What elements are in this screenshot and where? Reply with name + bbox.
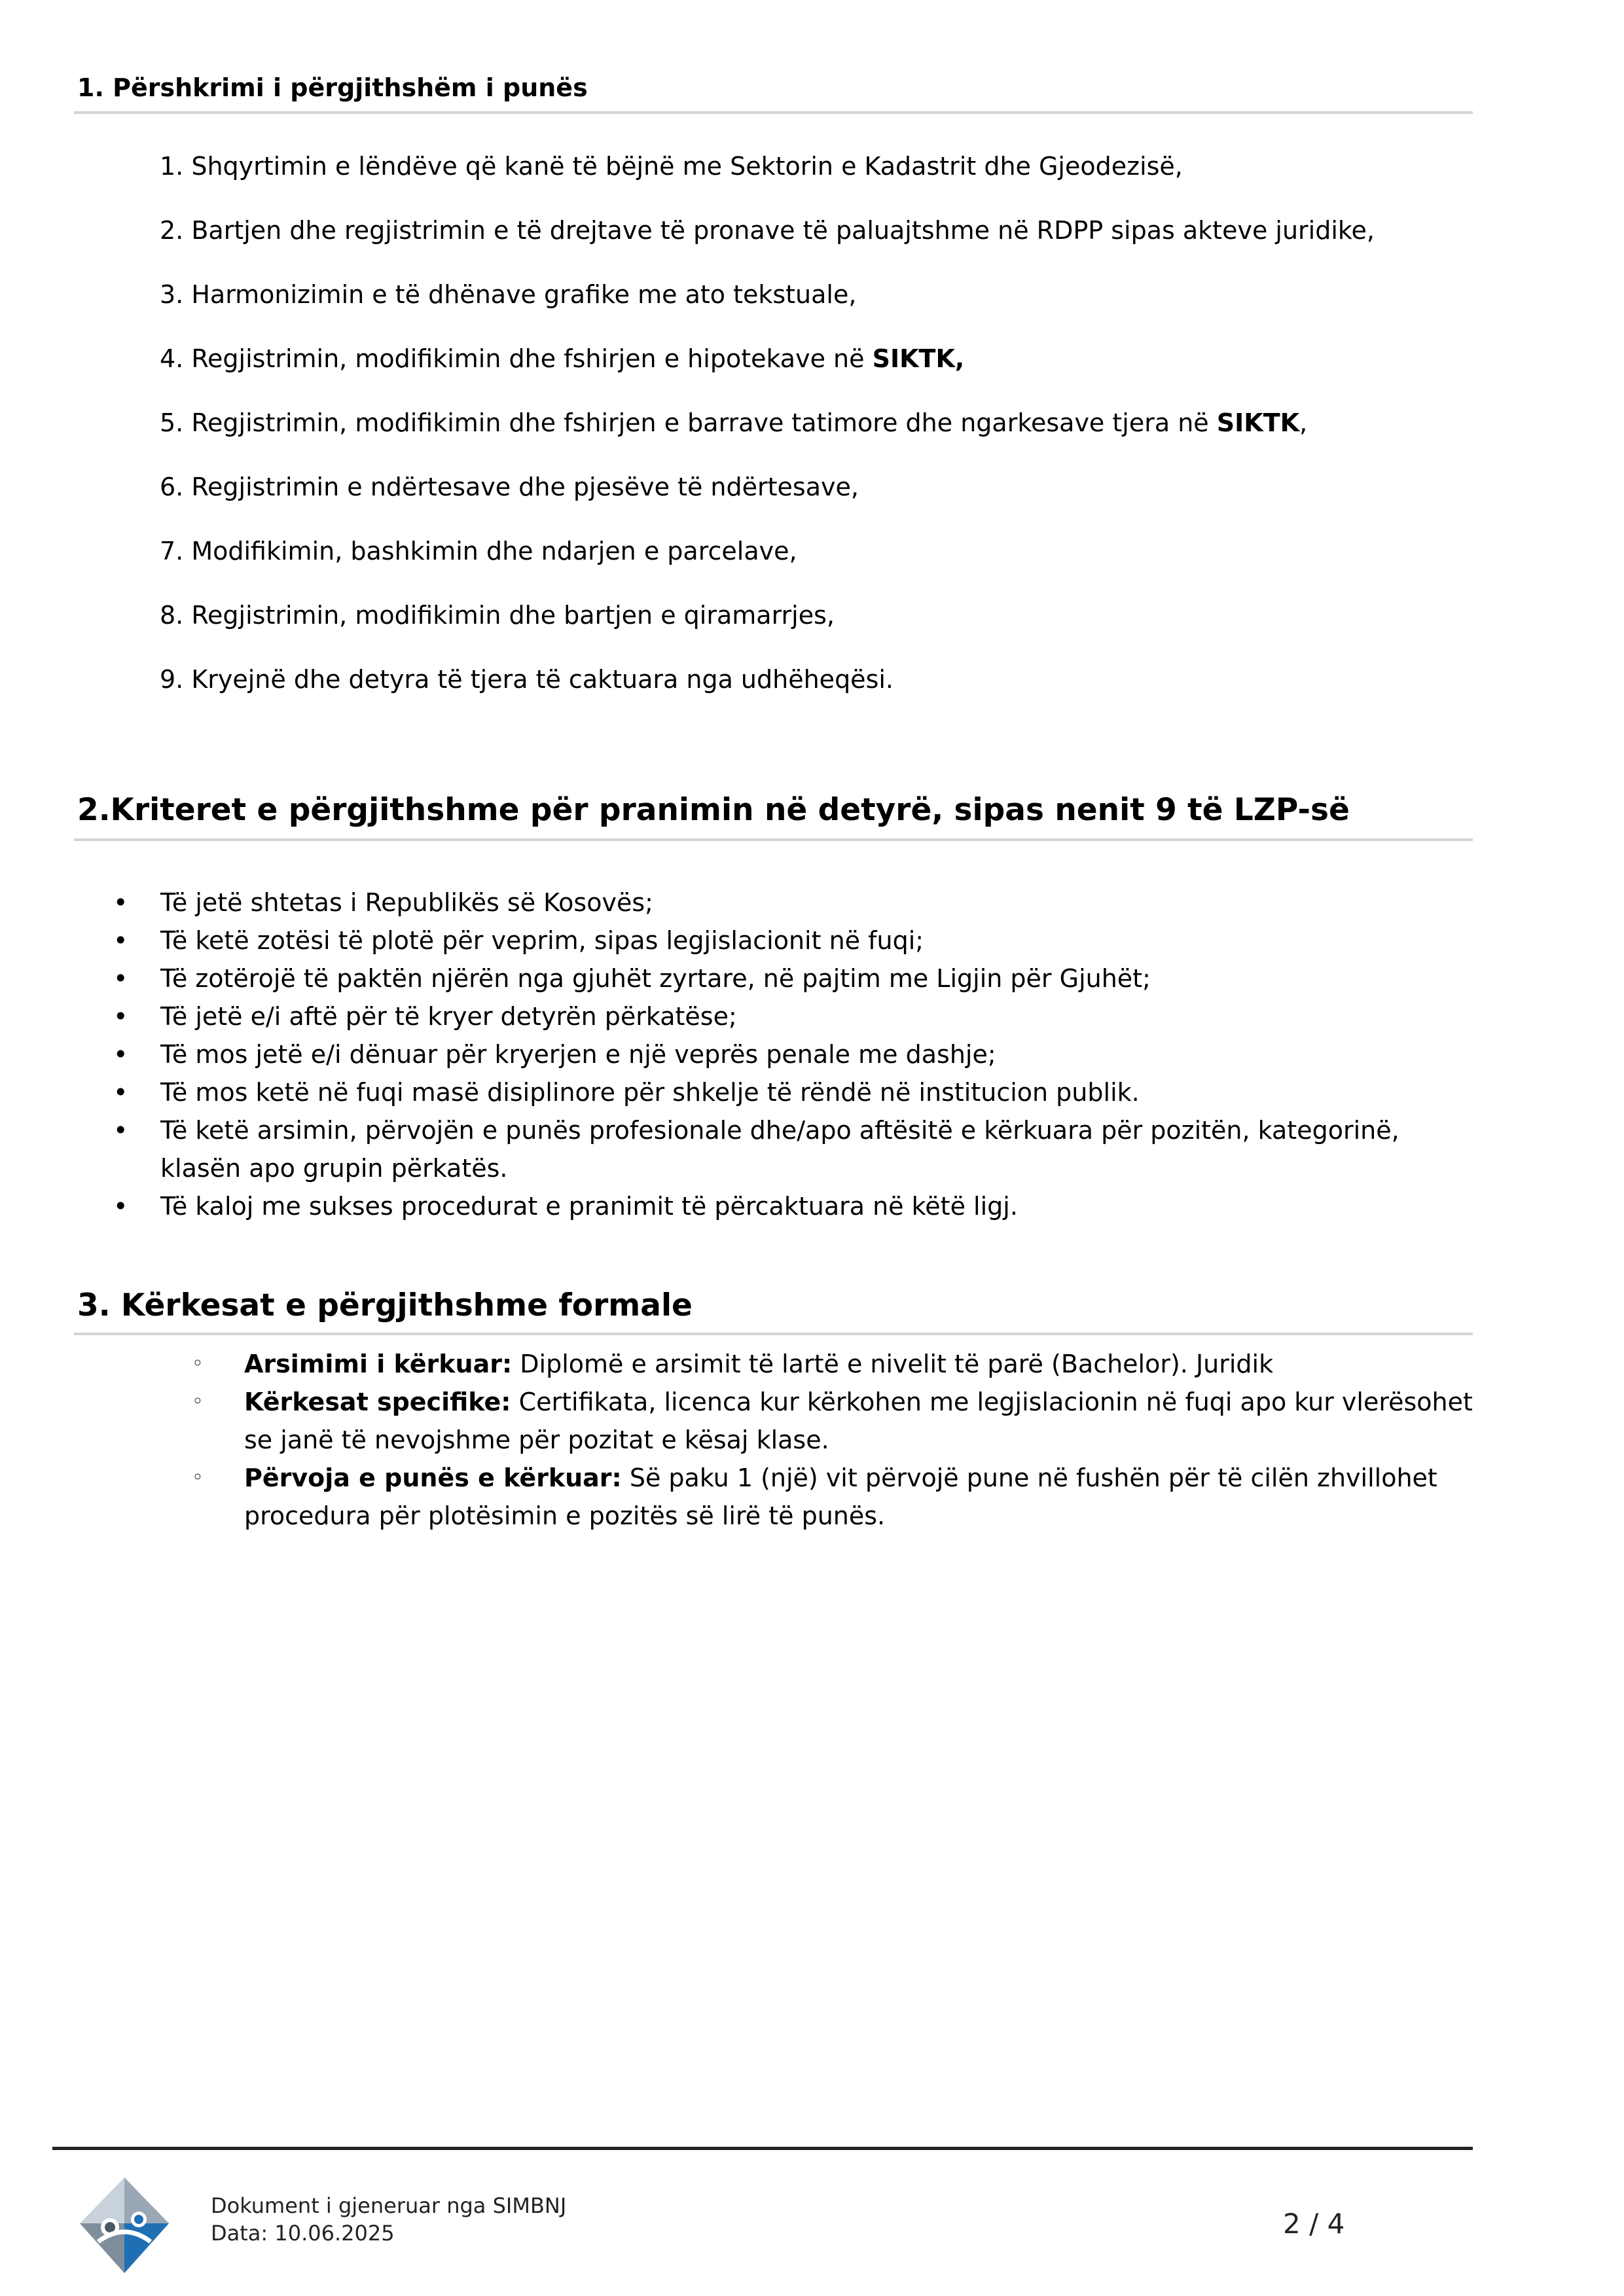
page-number: 2 / 4 — [1283, 2208, 1345, 2240]
bullet-icon: • — [113, 964, 128, 993]
footer-generated-by: Dokument i gjeneruar nga SIMBNJ — [211, 2193, 567, 2218]
criteria-item-text: Të kaloj me sukses procedurat e pranimit të përcaktuara në këtë ligj. — [160, 1192, 1018, 1221]
criteria-item — [107, 884, 1468, 922]
circle-bullet-icon: ◦ — [192, 1390, 204, 1413]
section-3-heading: 3. Kërkesat e përgjithshme formale — [77, 1287, 693, 1323]
criteria-item — [107, 1111, 1468, 1187]
task-item-4-bold: SIKTK, — [872, 344, 965, 373]
requirement-text: Diplomë e arsimit të lartë e nivelit të parë (Bachelor). Juridik — [512, 1350, 1274, 1378]
requirement-label: Arsimimi i kërkuar: — [244, 1350, 513, 1378]
bullet-icon: • — [113, 1078, 128, 1107]
footer-divider — [52, 2147, 1473, 2150]
section-3-divider — [74, 1333, 1473, 1335]
section-1-heading: 1. Përshkrimi i përgjithshëm i punës — [77, 73, 588, 102]
task-item-3: 3. Harmonizimin e të dhënave grafike me ato tekstuale, — [160, 280, 857, 309]
requirement-label: Kërkesat specifike: — [244, 1388, 511, 1416]
bullet-icon: • — [113, 1116, 128, 1145]
bullet-icon: • — [113, 888, 128, 917]
criteria-item — [107, 1187, 1468, 1225]
task-item-4-text: 4. Regjistrimin, modifikimin dhe fshirjen e hipotekave në — [160, 344, 873, 373]
criteria-item-text: Të mos ketë në fuqi masë disiplinore për shkelje të rëndë në institucion publik. — [160, 1078, 1140, 1107]
footer-date: Data: 10.06.2025 — [211, 2221, 395, 2246]
task-item-7: 7. Modifikimin, bashkimin dhe ndarjen e parcelave, — [160, 537, 797, 565]
criteria-item — [107, 1073, 1468, 1111]
criteria-item — [107, 1035, 1468, 1073]
task-item-2: 2. Bartjen dhe regjistrimin e të drejtave të pronave të paluajtshme në RDPP sipas akteve juridike, — [160, 216, 1375, 245]
simbnj-logo-icon — [79, 2176, 170, 2274]
section-2-divider — [74, 838, 1473, 841]
bullet-icon: • — [113, 1002, 128, 1031]
task-item-9: 9. Kryejnë dhe detyra të tjera të caktuara nga udhëheqësi. — [160, 665, 893, 694]
section-2-heading: 2.Kriteret e përgjithshme për pranimin në detyrë, sipas nenit 9 të LZP-së — [77, 792, 1350, 828]
requirement-label: Përvoja e punës e kërkuar: — [244, 1463, 622, 1492]
task-item-4 — [160, 343, 964, 374]
criteria-item-text: Të mos jetë e/i dënuar për kryerjen e një veprës penale me dashje; — [160, 1040, 996, 1069]
circle-bullet-icon: ◦ — [192, 1466, 204, 1489]
criteria-list — [107, 884, 1468, 1225]
requirement-item-education — [192, 1345, 1475, 1383]
task-item-5 — [160, 407, 1307, 439]
criteria-item-text: Të zotërojë të paktën njërën nga gjuhët zyrtare, në pajtim me Ligjin për Gjuhët; — [160, 964, 1151, 993]
criteria-item — [107, 960, 1468, 997]
requirement-item-experience — [192, 1459, 1475, 1535]
task-item-5-suffix: , — [1299, 408, 1308, 437]
criteria-item-text: Të jetë e/i aftë për të kryer detyrën përkatëse; — [160, 1002, 737, 1031]
criteria-item — [107, 997, 1468, 1035]
task-item-1: 1. Shqyrtimin e lëndëve që kanë të bëjnë me Sektorin e Kadastrit dhe Gjeodezisë, — [160, 152, 1183, 181]
section-1-divider — [74, 111, 1473, 114]
criteria-item-text: Të ketë zotësi të plotë për veprim, sipas legjislacionit në fuqi; — [160, 926, 924, 955]
criteria-item — [107, 922, 1468, 960]
requirement-text: Certifikata, licenca kur kërkohen me legjislacionin në fuqi apo kur vlerësohet se janë të nevojshme për pozitat e kësaj klase. — [244, 1388, 1473, 1454]
task-item-8: 8. Regjistrimin, modifikimin dhe bartjen e qiramarrjes, — [160, 601, 835, 630]
requirements-list — [192, 1345, 1475, 1535]
requirement-text: Së paku 1 (një) vit përvojë pune në fushën për të cilën zhvillohet procedura për plotësimin e pozitës së lirë të punës. — [244, 1463, 1437, 1530]
task-item-5-text: 5. Regjistrimin, modifikimin dhe fshirjen e barrave tatimore dhe ngarkesave tjera në — [160, 408, 1217, 437]
bullet-icon: • — [113, 1040, 128, 1069]
task-item-6: 6. Regjistrimin e ndërtesave dhe pjesëve të ndërtesave, — [160, 473, 859, 501]
criteria-item-text: Të ketë arsimin, përvojën e punës profesionale dhe/apo aftësitë e kërkuara për pozitën, kategorinë, klasën apo grupin përkatës. — [160, 1116, 1399, 1183]
bullet-icon: • — [113, 1192, 128, 1221]
criteria-item-text: Të jetë shtetas i Republikës së Kosovës; — [160, 888, 653, 917]
requirement-item-specific — [192, 1383, 1475, 1459]
bullet-icon: • — [113, 926, 128, 955]
task-item-5-bold: SIKTK — [1216, 408, 1300, 437]
circle-bullet-icon: ◦ — [192, 1352, 204, 1375]
